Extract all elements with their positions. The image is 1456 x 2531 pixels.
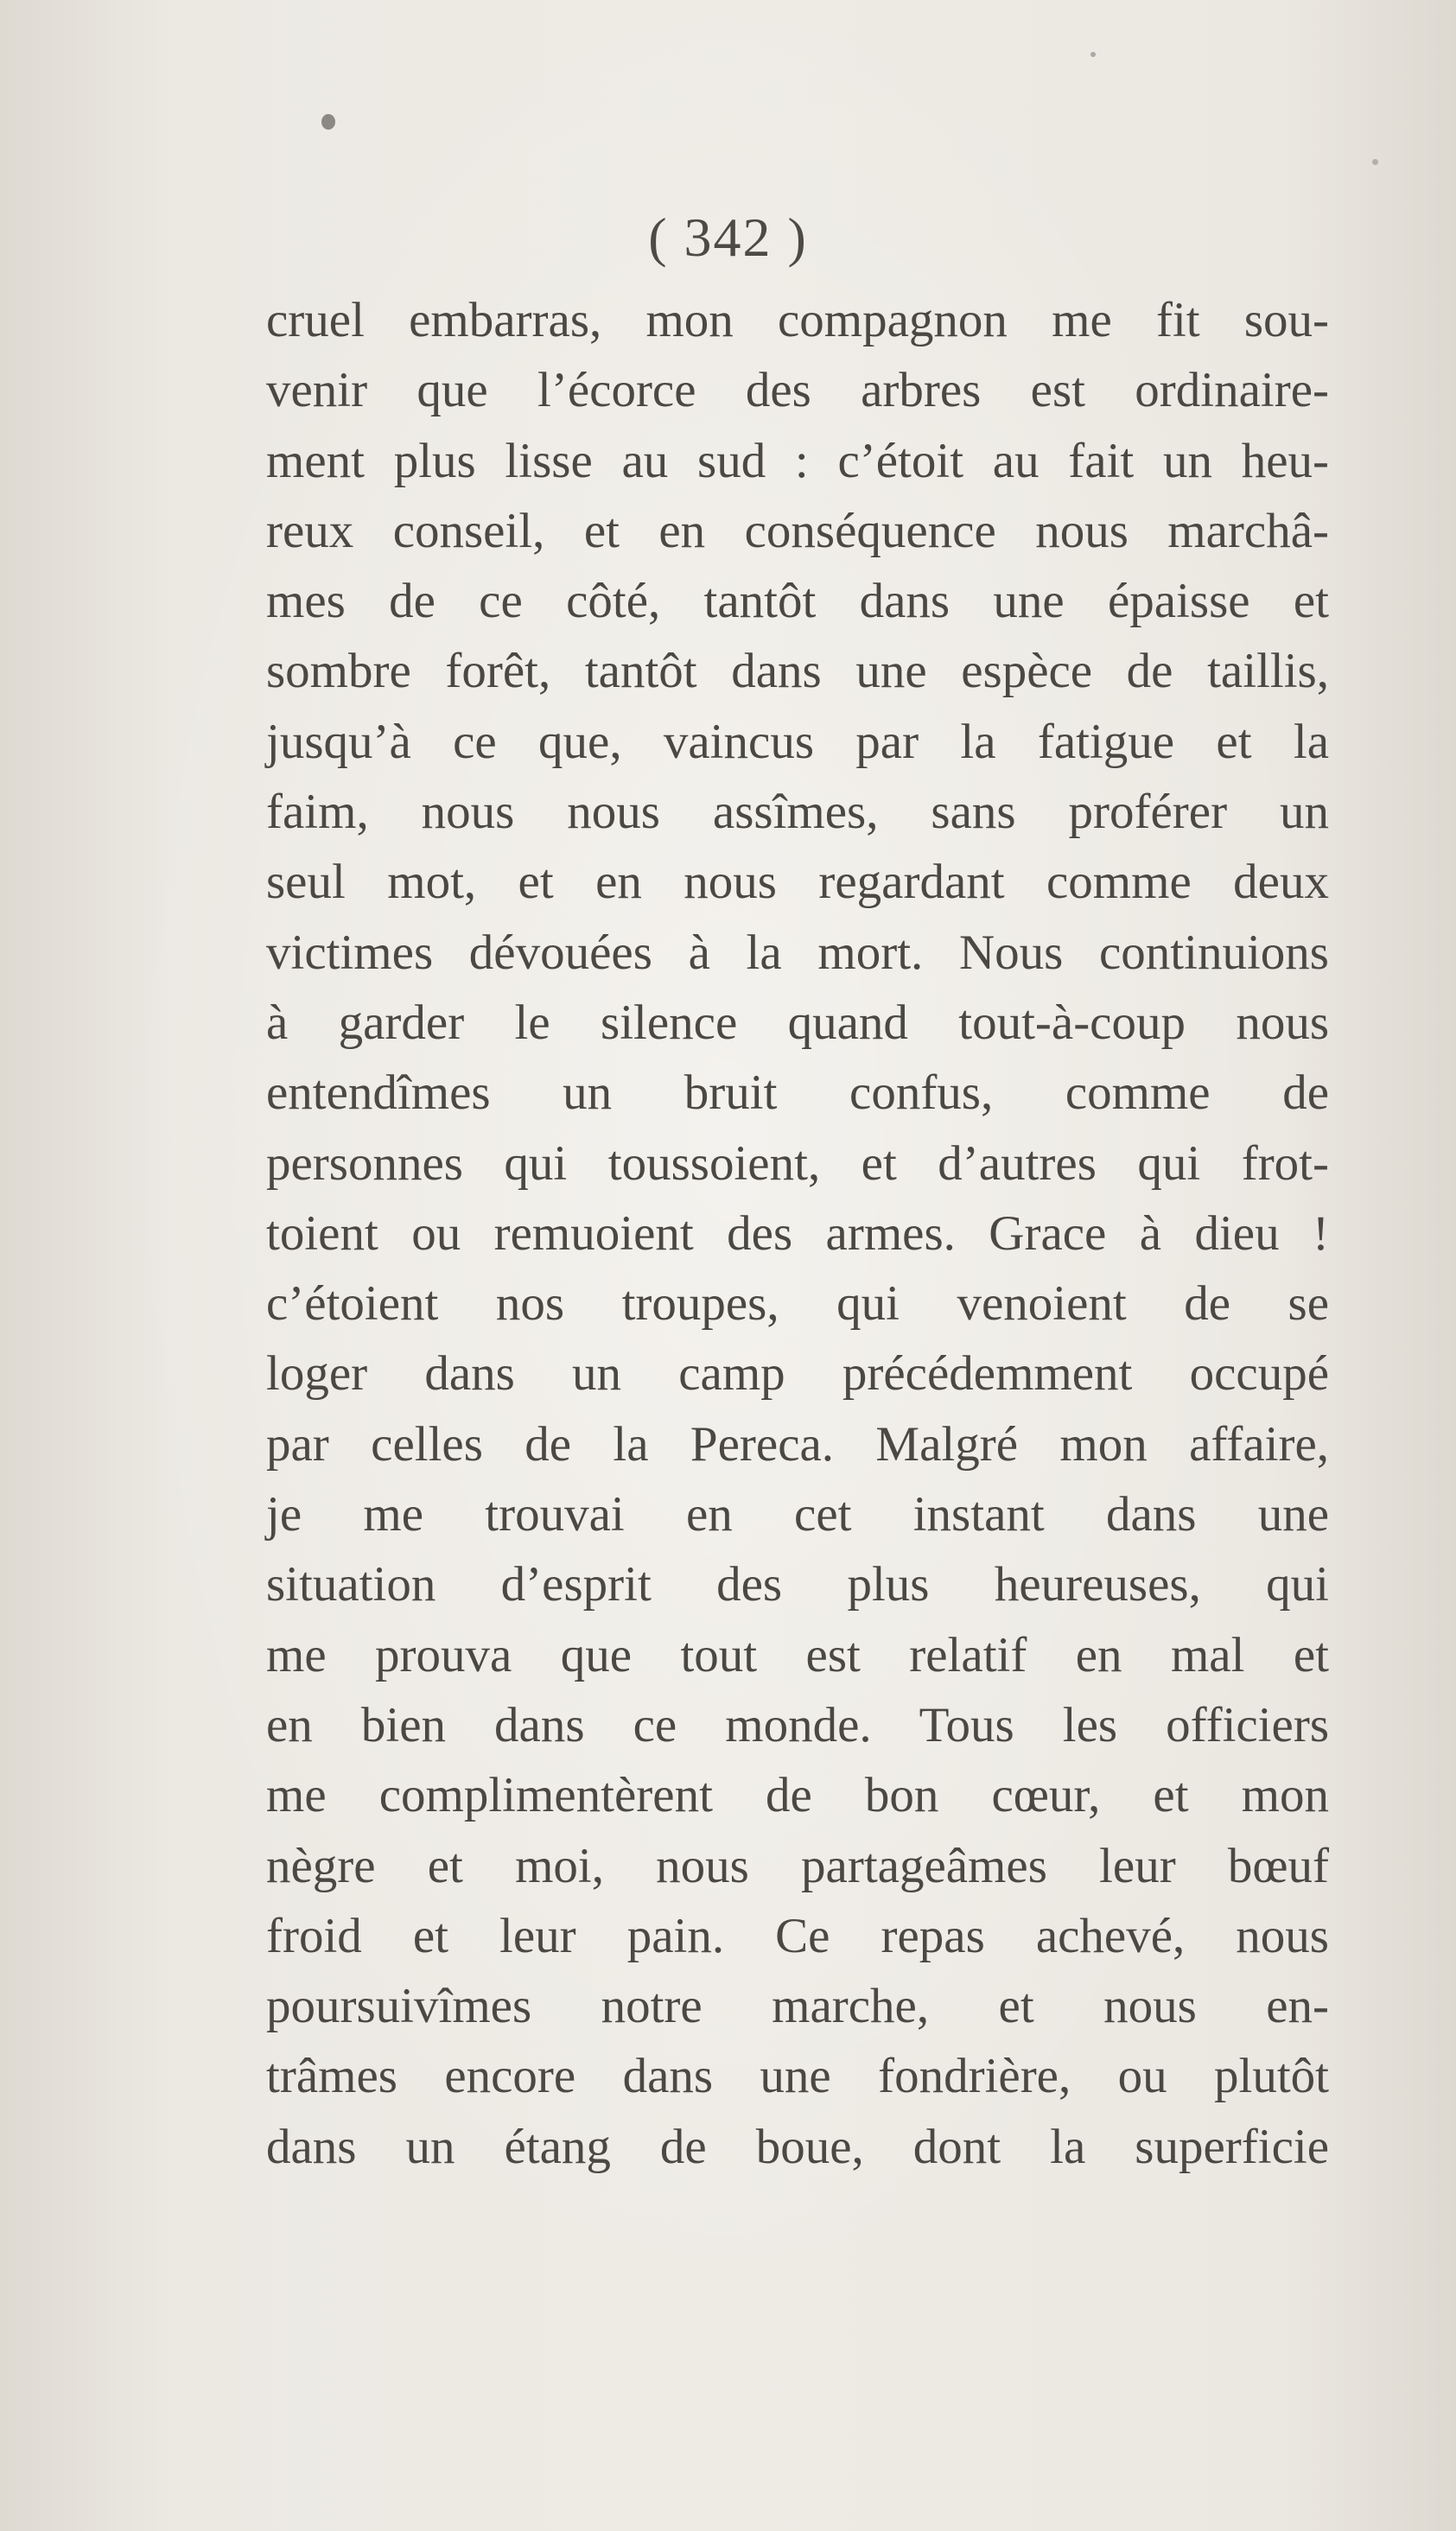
text-line: à garder le silence quand tout-à-coup nous (266, 995, 1329, 1050)
text-line: poursuivîmes notre marche, et nous en- (266, 1979, 1329, 2034)
text-line: par celles de la Pereca. Malgré mon affaire, (266, 1416, 1329, 1472)
text-line: me prouva que tout est relatif en mal et (266, 1627, 1329, 1682)
ink-speck (1372, 159, 1378, 165)
text-line: entendîmes un bruit confus, comme de (266, 1065, 1329, 1121)
text-line: nègre et moi, nous partageâmes leur bœuf (266, 1838, 1329, 1893)
text-line: me complimentèrent de bon cœur, et mon (266, 1768, 1329, 1823)
body-text (266, 285, 1329, 2182)
text-line: en bien dans ce monde. Tous les officiers (266, 1697, 1329, 1752)
text-line: froid et leur pain. Ce repas achevé, nous (266, 1908, 1329, 1963)
text-line: cruel embarras, mon compagnon me fit sou- (266, 293, 1329, 347)
text-line: toient ou remuoient des armes. Grace à dieu ! (266, 1205, 1329, 1261)
text-line: victimes dévouées à la mort. Nous continuions (266, 925, 1329, 980)
page-number: ( 342 ) (648, 207, 808, 268)
text-line: seul mot, et en nous regardant comme deux (266, 855, 1329, 910)
text-line: dans un étang de boue, dont la superficie (266, 2119, 1329, 2174)
ink-speck (1090, 52, 1096, 57)
text-line: faim, nous nous assîmes, sans proférer un (266, 785, 1329, 840)
text-line: situation d’esprit des plus heureuses, qui (266, 1557, 1329, 1612)
text-line: mes de ce côté, tantôt dans une épaisse et (266, 574, 1329, 629)
ink-speck (321, 114, 335, 130)
text-line: personnes qui toussoient, et d’autres qui frot- (266, 1135, 1329, 1191)
text-line: je me trouvai en cet instant dans une (266, 1487, 1329, 1542)
text-line: sombre forêt, tantôt dans une espèce de taillis, (266, 644, 1329, 699)
text-line: ment plus lisse au sud : c’étoit au fait un heu- (266, 433, 1329, 488)
text-line: loger dans un camp précédemment occupé (266, 1346, 1329, 1402)
text-line: reux conseil, et en conséquence nous marchâ- (266, 503, 1329, 558)
text-line: jusqu’à ce que, vaincus par la fatigue et la (266, 714, 1329, 769)
text-line: venir que l’écorce des arbres est ordinaire- (266, 363, 1329, 418)
text-line: trâmes encore dans une fondrière, ou plutôt (266, 2049, 1329, 2104)
text-line: c’étoient nos troupes, qui venoient de se (266, 1276, 1329, 1332)
